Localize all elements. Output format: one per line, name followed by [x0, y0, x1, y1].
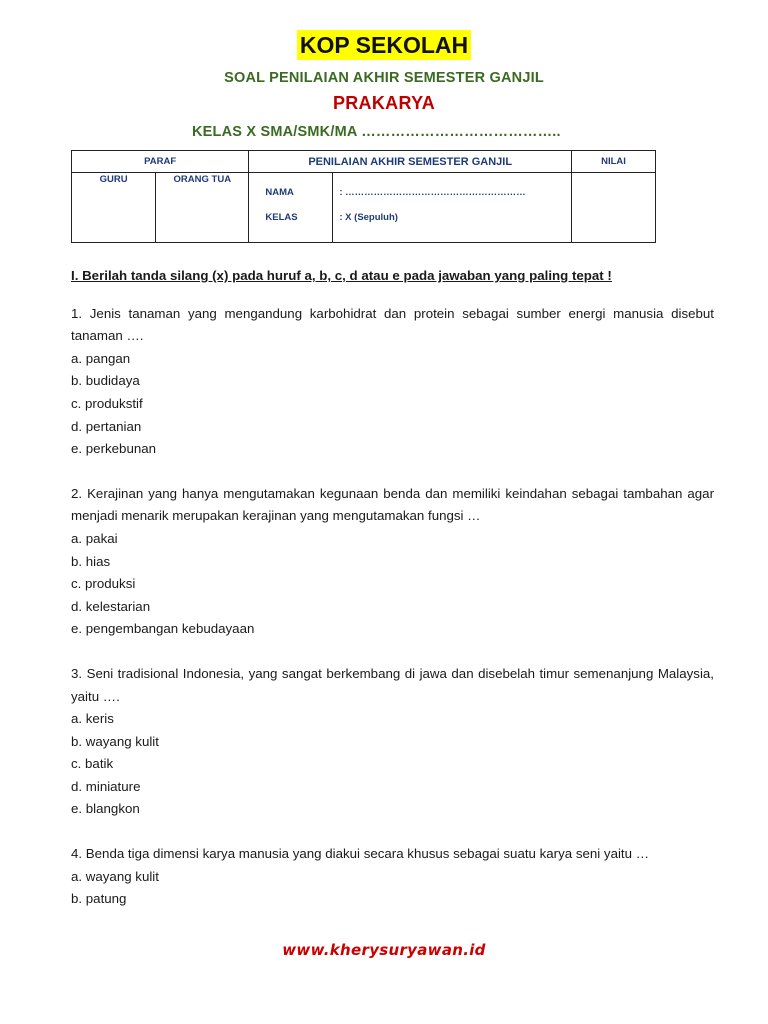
option-d: d. miniature [71, 778, 141, 794]
instruction-text: I. Berilah tanda silang (x) pada huruf a, b, c, d atau e pada jawaban yang paling tepat ! [71, 268, 612, 283]
option-a: a. wayang kulit [71, 868, 159, 884]
option-d: d. kelestarian [71, 598, 151, 614]
guru-signature-cell [72, 173, 156, 243]
option-b: b. patung [71, 891, 127, 907]
question-2 [71, 483, 714, 641]
field-values-cell [333, 173, 572, 243]
option-e: e. blangkon [71, 801, 140, 817]
nama-value: : ………………………………………………… [339, 187, 526, 198]
guru-label: GURU [99, 174, 128, 185]
option-c: c. batik [71, 756, 114, 772]
question-text: 4. Benda tiga dimensi karya manusia yang diakui secara khusus sebagai suatu karya seni yaitu … [71, 846, 649, 862]
option-c: c. produksi [71, 576, 136, 592]
question-text: 2. Kerajinan yang hanya mengutamakan kegunaan benda dan memiliki keindahan sebagai tambahan agar menjadi menarik merupakan kerajinan yang mengutamakan fungsi … [71, 485, 714, 524]
parent-label: ORANG TUA [173, 174, 232, 185]
question-3 [71, 663, 714, 821]
paraf-header: PARAF [72, 151, 249, 173]
option-c: c. produkstif [71, 395, 143, 411]
question-text: 3. Seni tradisional Indonesia, yang sangat berkembang di jawa dan disebelah timur semenanjung Malaysia, yaitu …. [71, 665, 714, 704]
subject-title: PRAKARYA [332, 93, 436, 113]
kelas-label: KELAS [265, 212, 298, 223]
option-d: d. pertanian [71, 418, 142, 434]
exam-subtitle: SOAL PENILAIAN AKHIR SEMESTER GANJIL [224, 70, 544, 86]
nilai-header: NILAI [571, 151, 655, 173]
kelas-value: : X (Sepuluh) [339, 212, 398, 223]
pas-header: PENILAIAN AKHIR SEMESTER GANJIL [249, 151, 572, 173]
option-b: b. budidaya [71, 373, 140, 389]
option-e: e. pengembangan kebudayaan [71, 621, 255, 637]
option-a: a. pangan [71, 350, 131, 366]
option-a: a. keris [71, 711, 114, 727]
option-e: e. perkebunan [71, 441, 157, 457]
option-b: b. wayang kulit [71, 733, 159, 749]
school-letterhead [0, 30, 768, 60]
score-cell [571, 173, 655, 243]
questions-section [71, 265, 714, 933]
option-a: a. pakai [71, 530, 118, 546]
question-text: 1. Jenis tanaman yang mengandung karbohidrat dan protein sebagai sumber energi manusia disebut tanaman …. [71, 305, 714, 344]
nama-label: NAMA [265, 187, 294, 198]
question-4 [71, 843, 714, 911]
student-info-table [71, 150, 656, 243]
kop-title: KOP SEKOLAH [297, 30, 471, 60]
class-line: KELAS X SMA/SMK/MA ………………………………….. [192, 124, 561, 140]
option-b: b. hias [71, 553, 111, 569]
website-watermark: www.kherysuryawan.id [282, 941, 486, 959]
question-1 [71, 303, 714, 461]
parent-signature-cell [156, 173, 249, 243]
field-labels-cell [249, 173, 333, 243]
